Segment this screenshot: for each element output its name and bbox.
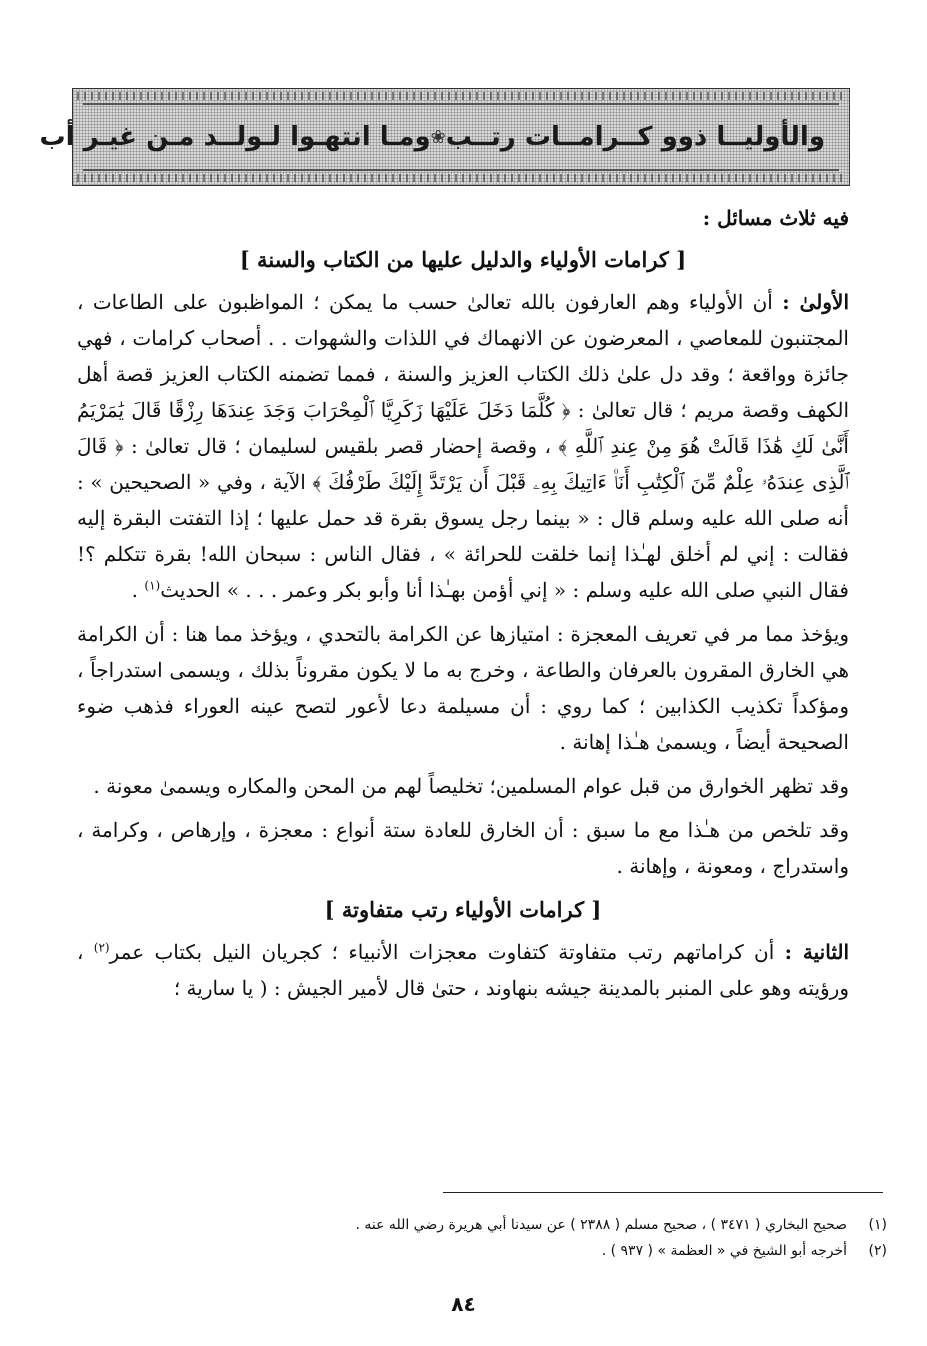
paragraph-maona: وقد تظهر الخوارق من قبل عوام المسلمين؛ تخليصاً لهم من المحن والمكاره ويسمىٰ معونة . [93,774,849,798]
paragraph-text: ، ورؤيته وهو على المنبر بالمدينة جيشه بنهاوند ، حتىٰ قال لأمير الجيش : ( يا سارية ؛ [77,940,849,1000]
footnote-divider [443,1192,883,1193]
section-heading-ranks: [ كرامات الأولياء رتب متفاوتة ] [324,897,602,922]
paragraph-second-issue [77,934,849,1006]
flower-ornament-icon: ❀ [430,126,446,148]
intro-line: فيه ثلاث مسائل : [702,206,849,230]
verse-left-hemistich: ومـا انتهـوا لـولــد مـن غيـر أب [39,122,431,152]
banner-bottom-border [77,174,845,182]
footnotes [87,1212,887,1264]
footnote-number: (٢) [868,1243,887,1259]
page-number: ٨٤ [451,1292,476,1316]
verse-banner [39,88,850,186]
paragraph-end: . [131,578,145,602]
section-heading-miracles-evidence: [ كرامات الأولياء والدليل عليها من الكتاب والسنة ] [239,247,687,272]
footnote-text: أخرجه أبو الشيخ في « العظمة » ( ٩٣٧ ) . [601,1243,847,1259]
footnote-number: (١) [868,1217,887,1233]
issue-lead-second: الثانية : [784,940,850,964]
footnote-item [87,1212,887,1238]
footnote-item [87,1238,887,1264]
footnote-ref-2[interactable]: (٢) [93,940,110,955]
banner-top-border [77,92,845,100]
issue-lead-first: الأولىٰ : [782,290,849,314]
paragraph-six-types: وقد تلخص من هـٰذا مع ما سبق : أن الخارق للعادة ستة أنواع : معجزة ، وإرهاص ، وكرامة ، واستدراج ، ومعونة ، وإهانة . [77,818,849,878]
banner-verse-line [39,103,839,171]
paragraph-first-issue [77,284,849,608]
footnote-text: صحيح البخاري ( ٣٤٧١ ) ، صحيح مسلم ( ٢٣٨٨ ) عن سيدنا أبي هريرة رضي الله عنه . [355,1217,847,1233]
paragraph-miracle-definition: ويؤخذ مما مر في تعريف المعجزة : امتيازها عن الكرامة بالتحدي ، ويؤخذ مما هنا : أن الكرامة هي الخارق المقرون بالعرفان والطاعة ، وخرج به ما لا يكون مقروناً بذلك ، ويسمى استدراجاً ، ومؤكداً تكذيب الكذابين ؛ كما روي : أن مسيلمة دعا لأعور لتصح عينه العوراء فذهب ضوء الصحيحة أيضاً ، ويسمىٰ هـٰذا إهانة . [77,622,849,754]
footnote-ref-1[interactable]: (١) [144,578,161,593]
verse-right-hemistich: والأوليــا ذوو كــرامــات رتــب [445,122,825,152]
paragraph-text: أن كراماتهم رتب متفاوتة كتفاوت معجزات الأنبياء ؛ كجريان النيل بكتاب عمر [109,940,785,964]
main-text [77,200,849,1014]
paragraph-text: أن الأولياء وهم العارفون بالله تعالىٰ حسب ما يمكن ؛ المواظبون على الطاعات ، المجتنبون للمعاصي ، المعرضون عن الانهماك في اللذات والشهوات . . أصحاب كرامات ، فهي جائزة وواقعة ؛ وقد دل علىٰ ذلك الكتاب العزيز والسنة ، فمما تضمنه الكتاب العزيز قصة أهل الكهف وقصة مريم ؛ قال تعالىٰ : ﴿ كُلَّمَا دَخَلَ عَلَيْهَا زَكَرِيَّا ٱلْمِحْرَابَ وَجَدَ عِندَهَا رِزْقًا قَالَ يَٰمَرْيَمُ أَنَّىٰ لَكِ هَٰذَا قَالَتْ هُوَ مِنْ عِندِ ٱللَّهِ ﴾ ، وقصة إحضار قصر بلقيس لسليمان ؛ قال تعالىٰ : ﴿ قَالَ ٱلَّذِى عِندَهُۥ عِلْمٌ مِّنَ ٱلْكِتَٰبِ أَنَا۠ ءَاتِيكَ بِهِۦ قَبْلَ أَن يَرْتَدَّ إِلَيْكَ طَرْفُكَ ﴾ الآية ، وفي « الصحيحين » : أنه صلى الله عليه وسلم قال : « بينما رجل يسوق بقرة قد حمل عليها ؛ إذا التفتت البقرة إليه فقالت : إني لم أخلق لهـٰذا إنما خلقت للحرائة » ، فقال الناس : سبحان الله! بقرة تتكلم ؟! فقال النبي صلى الله عليه وسلم : « إني أؤمن بهـٰذا أنا وأبو بكر وعمر . . . » الحديث [77,290,849,602]
